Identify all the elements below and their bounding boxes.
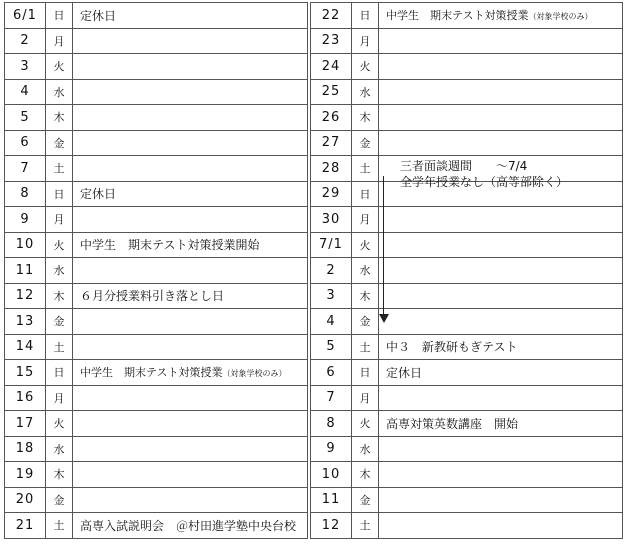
weekday-cell: 土 xyxy=(352,156,379,182)
schedule-row xyxy=(5,385,308,411)
date-cell: 8 xyxy=(311,411,352,437)
weekday-cell: 日 xyxy=(46,360,73,386)
event-cell xyxy=(73,3,308,29)
date-cell: 3 xyxy=(311,283,352,309)
schedule-row xyxy=(5,411,308,437)
schedule-row xyxy=(5,462,308,488)
event-text: 高専入試説明会 ＠村田進学塾中央台校 xyxy=(80,518,297,533)
date-cell: 30 xyxy=(311,207,352,233)
schedule-row xyxy=(5,232,308,258)
date-cell: 19 xyxy=(5,462,46,488)
schedule-row xyxy=(5,181,308,207)
event-cell xyxy=(379,360,623,386)
event-cell xyxy=(379,28,623,54)
event-cell xyxy=(73,207,308,233)
arrow-down-icon xyxy=(379,314,389,323)
date-cell: 12 xyxy=(311,513,352,539)
date-cell: 24 xyxy=(311,54,352,80)
weekday-cell: 金 xyxy=(352,309,379,335)
weekday-cell: 金 xyxy=(46,309,73,335)
schedule-row xyxy=(5,258,308,284)
date-cell: 9 xyxy=(5,207,46,233)
period-arrow-line xyxy=(383,176,384,316)
date-cell: 4 xyxy=(311,309,352,335)
weekday-cell: 木 xyxy=(352,105,379,131)
date-cell: 9 xyxy=(311,436,352,462)
event-cell xyxy=(73,462,308,488)
schedule-row xyxy=(5,130,308,156)
schedule-row xyxy=(5,513,308,539)
schedule-sheet xyxy=(4,2,626,552)
schedule-row xyxy=(5,334,308,360)
event-cell xyxy=(379,411,623,437)
weekday-cell: 日 xyxy=(46,3,73,29)
weekday-cell: 日 xyxy=(352,181,379,207)
weekday-cell: 月 xyxy=(46,28,73,54)
schedule-row xyxy=(311,207,623,233)
date-cell: 17 xyxy=(5,411,46,437)
date-cell: 12 xyxy=(5,283,46,309)
date-cell: 6/1 xyxy=(5,3,46,29)
event-cell xyxy=(379,232,623,258)
weekday-cell: 火 xyxy=(46,232,73,258)
event-text: ６月分授業料引き落とし日 xyxy=(80,289,225,304)
date-cell: 2 xyxy=(311,258,352,284)
event-text: 中３ 新教研もぎテスト xyxy=(386,340,518,355)
schedule-row xyxy=(311,334,623,360)
schedule-row xyxy=(5,207,308,233)
weekday-cell: 土 xyxy=(46,513,73,539)
schedule-row xyxy=(311,411,623,437)
schedule-row xyxy=(311,487,623,513)
event-text: 定休日 xyxy=(386,365,423,380)
schedule-table-right xyxy=(310,2,623,539)
schedule-row xyxy=(5,3,308,29)
schedule-row xyxy=(311,360,623,386)
event-cell xyxy=(73,79,308,105)
schedule-row xyxy=(311,309,623,335)
schedule-row xyxy=(311,130,623,156)
date-cell: 6 xyxy=(5,130,46,156)
schedule-row xyxy=(311,79,623,105)
event-text: 中学生 期末テスト対策授業 xyxy=(386,9,529,23)
weekday-cell: 木 xyxy=(352,462,379,488)
event-cell xyxy=(73,309,308,335)
schedule-row xyxy=(5,54,308,80)
date-cell: 29 xyxy=(311,181,352,207)
date-cell: 11 xyxy=(311,487,352,513)
event-cell xyxy=(73,283,308,309)
schedule-row xyxy=(311,462,623,488)
weekday-cell: 金 xyxy=(46,130,73,156)
weekday-cell: 木 xyxy=(46,283,73,309)
date-cell: 18 xyxy=(5,436,46,462)
schedule-row xyxy=(5,283,308,309)
event-cell xyxy=(73,156,308,182)
weekday-cell: 火 xyxy=(46,411,73,437)
schedule-row xyxy=(311,436,623,462)
event-text: 定休日 xyxy=(80,8,117,23)
schedule-row xyxy=(5,360,308,386)
schedule-row xyxy=(5,79,308,105)
event-cell xyxy=(73,487,308,513)
date-cell: 11 xyxy=(5,258,46,284)
weekday-cell: 月 xyxy=(46,207,73,233)
weekday-cell: 土 xyxy=(46,156,73,182)
event-cell xyxy=(379,130,623,156)
weekday-cell: 金 xyxy=(46,487,73,513)
event-text: 中学生 期末テスト対策授業 xyxy=(80,366,223,380)
event-text: 高専対策英数講座 開始 xyxy=(386,416,519,431)
weekday-cell: 水 xyxy=(46,258,73,284)
event-cell xyxy=(73,105,308,131)
weekday-cell: 土 xyxy=(352,334,379,360)
weekday-cell: 月 xyxy=(352,207,379,233)
schedule-row xyxy=(311,232,623,258)
event-cell xyxy=(379,487,623,513)
event-cell xyxy=(73,436,308,462)
date-cell: 22 xyxy=(311,3,352,29)
date-cell: 3 xyxy=(5,54,46,80)
schedule-row xyxy=(5,28,308,54)
weekday-cell: 火 xyxy=(352,411,379,437)
date-cell: 2 xyxy=(5,28,46,54)
event-cell xyxy=(73,54,308,80)
weekday-cell: 日 xyxy=(46,181,73,207)
event-cell xyxy=(379,54,623,80)
weekday-cell: 日 xyxy=(352,360,379,386)
weekday-cell: 金 xyxy=(352,130,379,156)
date-cell: 10 xyxy=(5,232,46,258)
date-cell: 4 xyxy=(5,79,46,105)
schedule-row xyxy=(311,105,623,131)
schedule-row xyxy=(311,54,623,80)
event-cell xyxy=(379,258,623,284)
event-cell xyxy=(379,334,623,360)
schedule-row xyxy=(5,309,308,335)
event-cell xyxy=(379,3,623,29)
schedule-column-right xyxy=(310,2,623,539)
date-cell: 26 xyxy=(311,105,352,131)
date-cell: 5 xyxy=(5,105,46,131)
weekday-cell: 土 xyxy=(46,334,73,360)
date-cell: 20 xyxy=(5,487,46,513)
weekday-cell: 火 xyxy=(352,54,379,80)
schedule-row xyxy=(5,105,308,131)
weekday-cell: 月 xyxy=(46,385,73,411)
event-cell xyxy=(379,79,623,105)
event-cell xyxy=(379,385,623,411)
date-cell: 7 xyxy=(311,385,352,411)
weekday-cell: 火 xyxy=(352,232,379,258)
schedule-row xyxy=(311,513,623,539)
date-cell: 16 xyxy=(5,385,46,411)
weekday-cell: 水 xyxy=(46,79,73,105)
event-cell xyxy=(73,360,308,386)
date-cell: 5 xyxy=(311,334,352,360)
event-cell xyxy=(379,462,623,488)
event-subnote: （対象学校のみ） xyxy=(222,369,287,379)
date-cell: 6 xyxy=(311,360,352,386)
schedule-row xyxy=(311,283,623,309)
schedule-row xyxy=(5,487,308,513)
interview-week-line: 三者面談週間 ～7/4 xyxy=(400,159,528,173)
event-cell xyxy=(73,258,308,284)
schedule-row xyxy=(5,436,308,462)
schedule-row xyxy=(5,156,308,182)
event-cell xyxy=(73,130,308,156)
weekday-cell: 金 xyxy=(352,487,379,513)
event-cell xyxy=(379,436,623,462)
event-subnote: （対象学校のみ） xyxy=(528,12,593,22)
event-cell xyxy=(379,309,623,335)
schedule-column-left xyxy=(4,2,308,539)
weekday-cell: 木 xyxy=(352,283,379,309)
date-cell: 14 xyxy=(5,334,46,360)
event-cell xyxy=(379,283,623,309)
event-cell xyxy=(379,513,623,539)
schedule-row xyxy=(311,258,623,284)
weekday-cell: 火 xyxy=(46,54,73,80)
weekday-cell: 土 xyxy=(352,513,379,539)
event-text: 中学生 期末テスト対策授業開始 xyxy=(80,238,260,253)
schedule-table-left xyxy=(4,2,308,539)
weekday-cell: 月 xyxy=(352,28,379,54)
event-cell xyxy=(379,207,623,233)
date-cell: 25 xyxy=(311,79,352,105)
event-cell xyxy=(73,232,308,258)
event-cell xyxy=(73,411,308,437)
weekday-cell: 木 xyxy=(46,105,73,131)
no-classes-line: 全学年授業なし（高等部除く） xyxy=(400,175,569,189)
weekday-cell: 水 xyxy=(352,79,379,105)
date-cell: 8 xyxy=(5,181,46,207)
weekday-cell: 日 xyxy=(352,3,379,29)
weekday-cell: 水 xyxy=(352,436,379,462)
weekday-cell: 水 xyxy=(46,436,73,462)
date-cell: 10 xyxy=(311,462,352,488)
event-cell xyxy=(73,334,308,360)
schedule-row xyxy=(311,3,623,29)
date-cell: 27 xyxy=(311,130,352,156)
date-cell: 21 xyxy=(5,513,46,539)
event-text: 定休日 xyxy=(80,187,117,202)
schedule-row xyxy=(311,385,623,411)
date-cell: 23 xyxy=(311,28,352,54)
weekday-cell: 水 xyxy=(352,258,379,284)
event-cell xyxy=(73,28,308,54)
weekday-cell: 月 xyxy=(352,385,379,411)
event-cell xyxy=(73,513,308,539)
interview-week-note xyxy=(400,158,568,190)
date-cell: 15 xyxy=(5,360,46,386)
event-cell xyxy=(73,181,308,207)
date-cell: 7/1 xyxy=(311,232,352,258)
date-cell: 13 xyxy=(5,309,46,335)
event-cell xyxy=(73,385,308,411)
date-cell: 7 xyxy=(5,156,46,182)
schedule-row xyxy=(311,28,623,54)
event-cell xyxy=(379,105,623,131)
date-cell: 28 xyxy=(311,156,352,182)
weekday-cell: 木 xyxy=(46,462,73,488)
